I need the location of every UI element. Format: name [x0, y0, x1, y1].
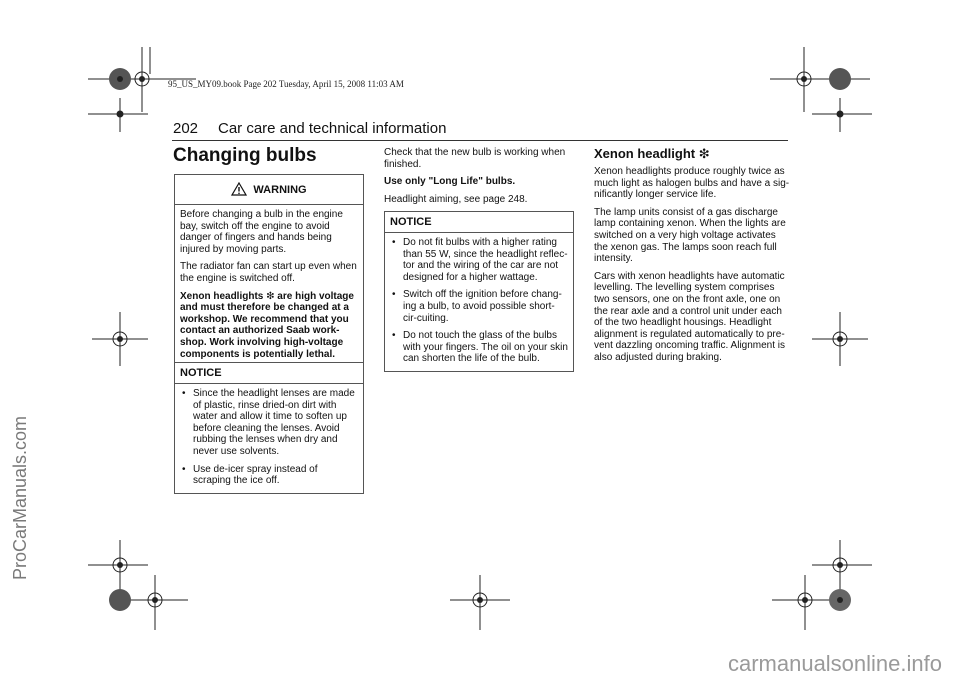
notice-box-bulbs	[384, 211, 574, 372]
xenon-text	[594, 166, 790, 370]
notice-heading-2: NOTICE	[385, 212, 573, 233]
list-item: • Do not fit bulbs with a higher rating than 55 W, since the headlight reflec-tor and the wiring of the car are not designed for a higher wattage.	[390, 237, 568, 283]
side-watermark: ProCarManuals.com	[10, 415, 30, 580]
notice-heading-1: NOTICE	[175, 363, 363, 384]
long-life-text: Use only "Long Life" bulbs.	[384, 176, 516, 188]
notice-body-1	[175, 384, 363, 493]
section-title: Changing bulbs	[173, 145, 317, 166]
notice-body-2	[385, 233, 573, 371]
warning-body	[175, 205, 363, 366]
notice-list-2	[390, 237, 568, 365]
warning-p3-after: are high voltage and must therefore be changed at a workshop. We recommend that you contact an authorized Saab work-shop. Work involving high-voltage components is potentially lethal.	[180, 290, 354, 360]
warning-triangle-icon	[231, 182, 247, 196]
middle-column-text	[384, 147, 574, 211]
header-rule	[172, 140, 788, 141]
warning-heading-label: WARNING	[253, 184, 307, 196]
page-number: 202	[173, 120, 199, 137]
bottom-watermark: carmanualsonline.info	[727, 651, 942, 676]
check-bulb-text: Check that the new bulb is working when finished.	[384, 147, 566, 170]
aiming-reference-text: Headlight aiming, see page 248.	[384, 193, 528, 205]
list-item: • Switch off the ignition before chang-ing a bulb, to avoid possible short-cir-cuiting.	[390, 289, 568, 324]
notice-box-lenses	[174, 362, 364, 494]
page-section-title: Car care and technical information	[218, 120, 447, 137]
warning-heading	[175, 175, 363, 205]
notice-list-1	[180, 388, 358, 487]
warning-paragraph-2: The radiator fan can start up even when the engine is switched off.	[180, 261, 357, 284]
xenon-paragraph-3: Cars with xenon headlights have automatic levelling. The levelling system comprises two sensors, one on the front axle, one on the rear axle and a control unit under each of the two headlight housings. Headlight alignment is regulated automatically to pre-vent dazzling oncoming traffic. Alignment is also adjusted during braking.	[594, 270, 786, 363]
warning-p3-before: Xenon headlights	[180, 290, 267, 302]
xenon-paragraph-2: The lamp units consist of a gas discharge lamp containing xenon. When the lights are switched on a very high voltage activates the xenon gas. The lamps soon reach full intensity.	[594, 206, 786, 265]
warning-box	[174, 174, 364, 367]
xenon-symbol-icon: ❇	[266, 290, 275, 302]
xenon-title	[594, 146, 710, 162]
list-item: • Since the headlight lenses are made of plastic, rinse dried-on dirt with water and allow it time to soften up before cleaning the lenses. Avoid rubbing the lenses when dry and never use solvents.	[180, 388, 358, 458]
xenon-title-text: Xenon headlight	[594, 146, 696, 161]
warning-paragraph-3	[180, 291, 358, 361]
print-info: 95_US_MY09.book Page 202 Tuesday, April 15, 2008 11:03 AM	[168, 79, 404, 89]
list-item: • Use de-icer spray instead of scraping the ice off.	[180, 464, 358, 487]
xenon-paragraph-1: Xenon headlights produce roughly twice as much light as halogen bulbs and have a sig-nificantly longer service life.	[594, 166, 790, 201]
xenon-symbol-icon: ❇	[698, 146, 710, 161]
list-item: • Do not touch the glass of the bulbs with your fingers. The oil on your skin can shorten the life of the bulb.	[390, 330, 568, 365]
warning-paragraph-1: Before changing a bulb in the engine bay, switch off the engine to avoid danger of fingers and hands being injured by moving parts.	[180, 209, 343, 255]
